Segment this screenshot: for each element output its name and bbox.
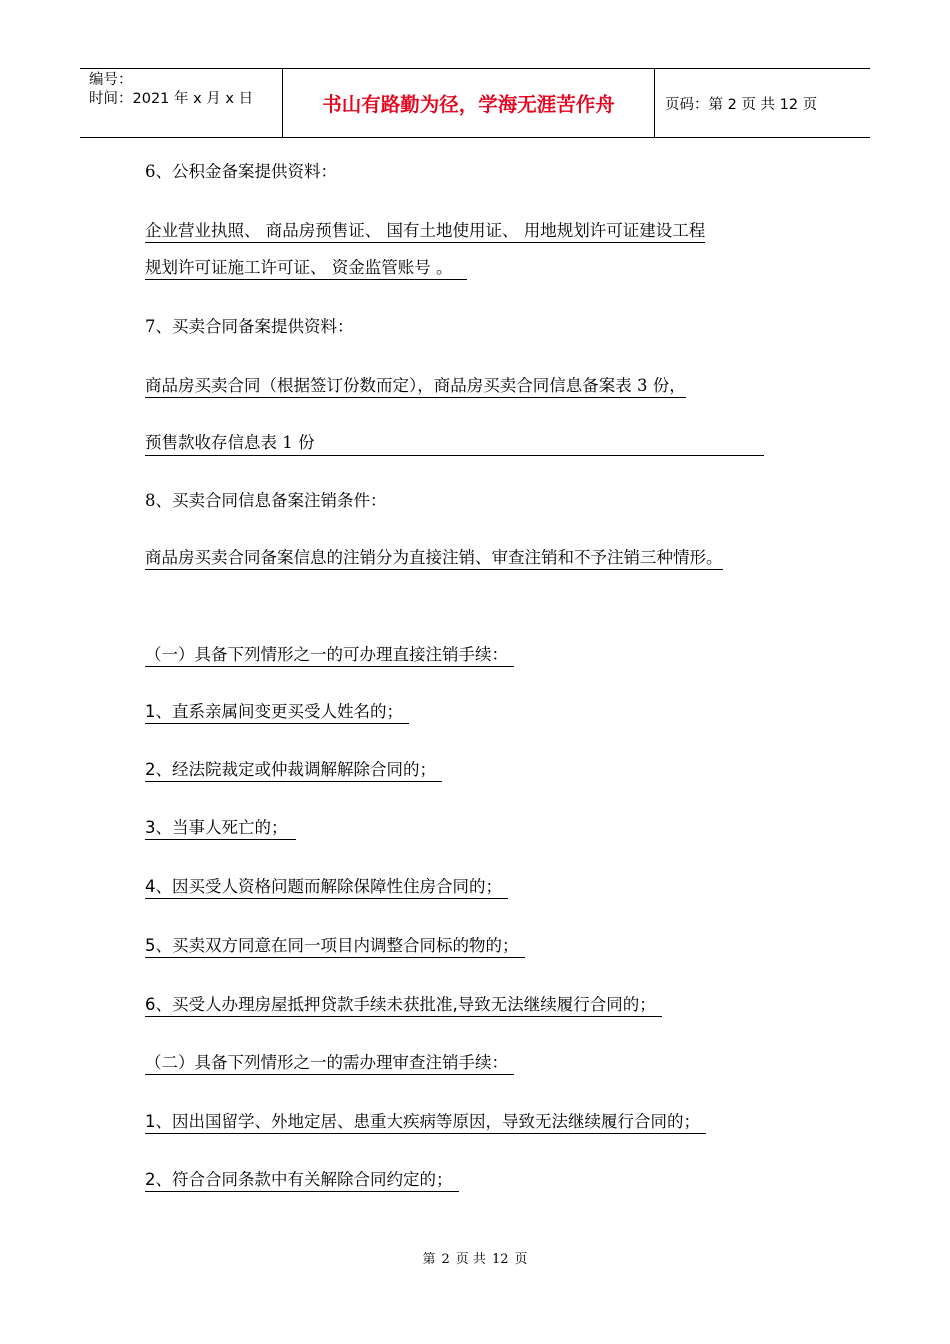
page-footer <box>0 1248 950 1267</box>
direct-cancel-item-3: 3、当事人死亡的； <box>145 818 296 840</box>
section-6-title: 6、公积金备案提供资料： <box>145 162 337 181</box>
header-code-label: 编号： <box>89 72 133 88</box>
section-8-title: 8、买卖合同信息备案注销条件： <box>145 491 387 510</box>
header-motto: 书山有路勤为径，学海无涯苦作舟 <box>283 69 655 137</box>
section-7-content-line-1: 商品房买卖合同（根据签订份数而定），商品房买卖合同信息备案表 3 份， <box>145 376 686 398</box>
subsection-2-heading: （二）具备下列情形之一的需办理审查注销手续： <box>145 1053 514 1075</box>
review-cancel-item-1: 1、因出国留学、外地定居、患重大疾病等原因，导致无法继续履行合同的； <box>145 1112 706 1134</box>
footer-prefix: 第 <box>422 1252 436 1267</box>
direct-cancel-item-5: 5、买卖双方同意在同一项目内调整合同标的物的； <box>145 936 525 958</box>
direct-cancel-item-1: 1、直系亲属间变更买受人姓名的； <box>145 702 409 724</box>
subsection-1-heading: （一）具备下列情形之一的可办理直接注销手续： <box>145 645 514 667</box>
header-time-label: 时间：2021 年 x 月 x 日 <box>89 91 254 107</box>
section-6-content-line-2: 规划许可证施工许可证、 资金监管账号 。 <box>145 258 467 280</box>
footer-suffix: 页 <box>514 1252 528 1267</box>
section-6-content-line-1: 企业营业执照、 商品房预售证、 国有土地使用证、 用地规划许可证建设工程 <box>145 221 705 243</box>
header-page-info: 页码：第 2 页 共 12 页 <box>665 96 818 113</box>
footer-total-pages: 12 <box>491 1252 509 1267</box>
section-7-content-line-2: 预售款收存信息表 1 份 <box>145 433 764 456</box>
section-8-content: 商品房买卖合同备案信息的注销分为直接注销、审查注销和不予注销三种情形。 <box>145 548 723 570</box>
footer-page-number: 2 <box>441 1252 450 1267</box>
review-cancel-item-2: 2、符合合同条款中有关解除合同约定的； <box>145 1170 459 1192</box>
direct-cancel-item-6: 6、买受人办理房屋抵押贷款手续未获批准,导致无法继续履行合同的； <box>145 995 662 1017</box>
footer-mid: 页 共 <box>455 1252 486 1267</box>
direct-cancel-item-2: 2、经法院裁定或仲裁调解解除合同的； <box>145 760 442 782</box>
header-meta <box>80 69 283 137</box>
section-7-title: 7、买卖合同备案提供资料： <box>145 317 354 336</box>
direct-cancel-item-4: 4、因买受人资格问题而解除保障性住房合同的； <box>145 877 508 899</box>
page-header <box>80 68 870 138</box>
